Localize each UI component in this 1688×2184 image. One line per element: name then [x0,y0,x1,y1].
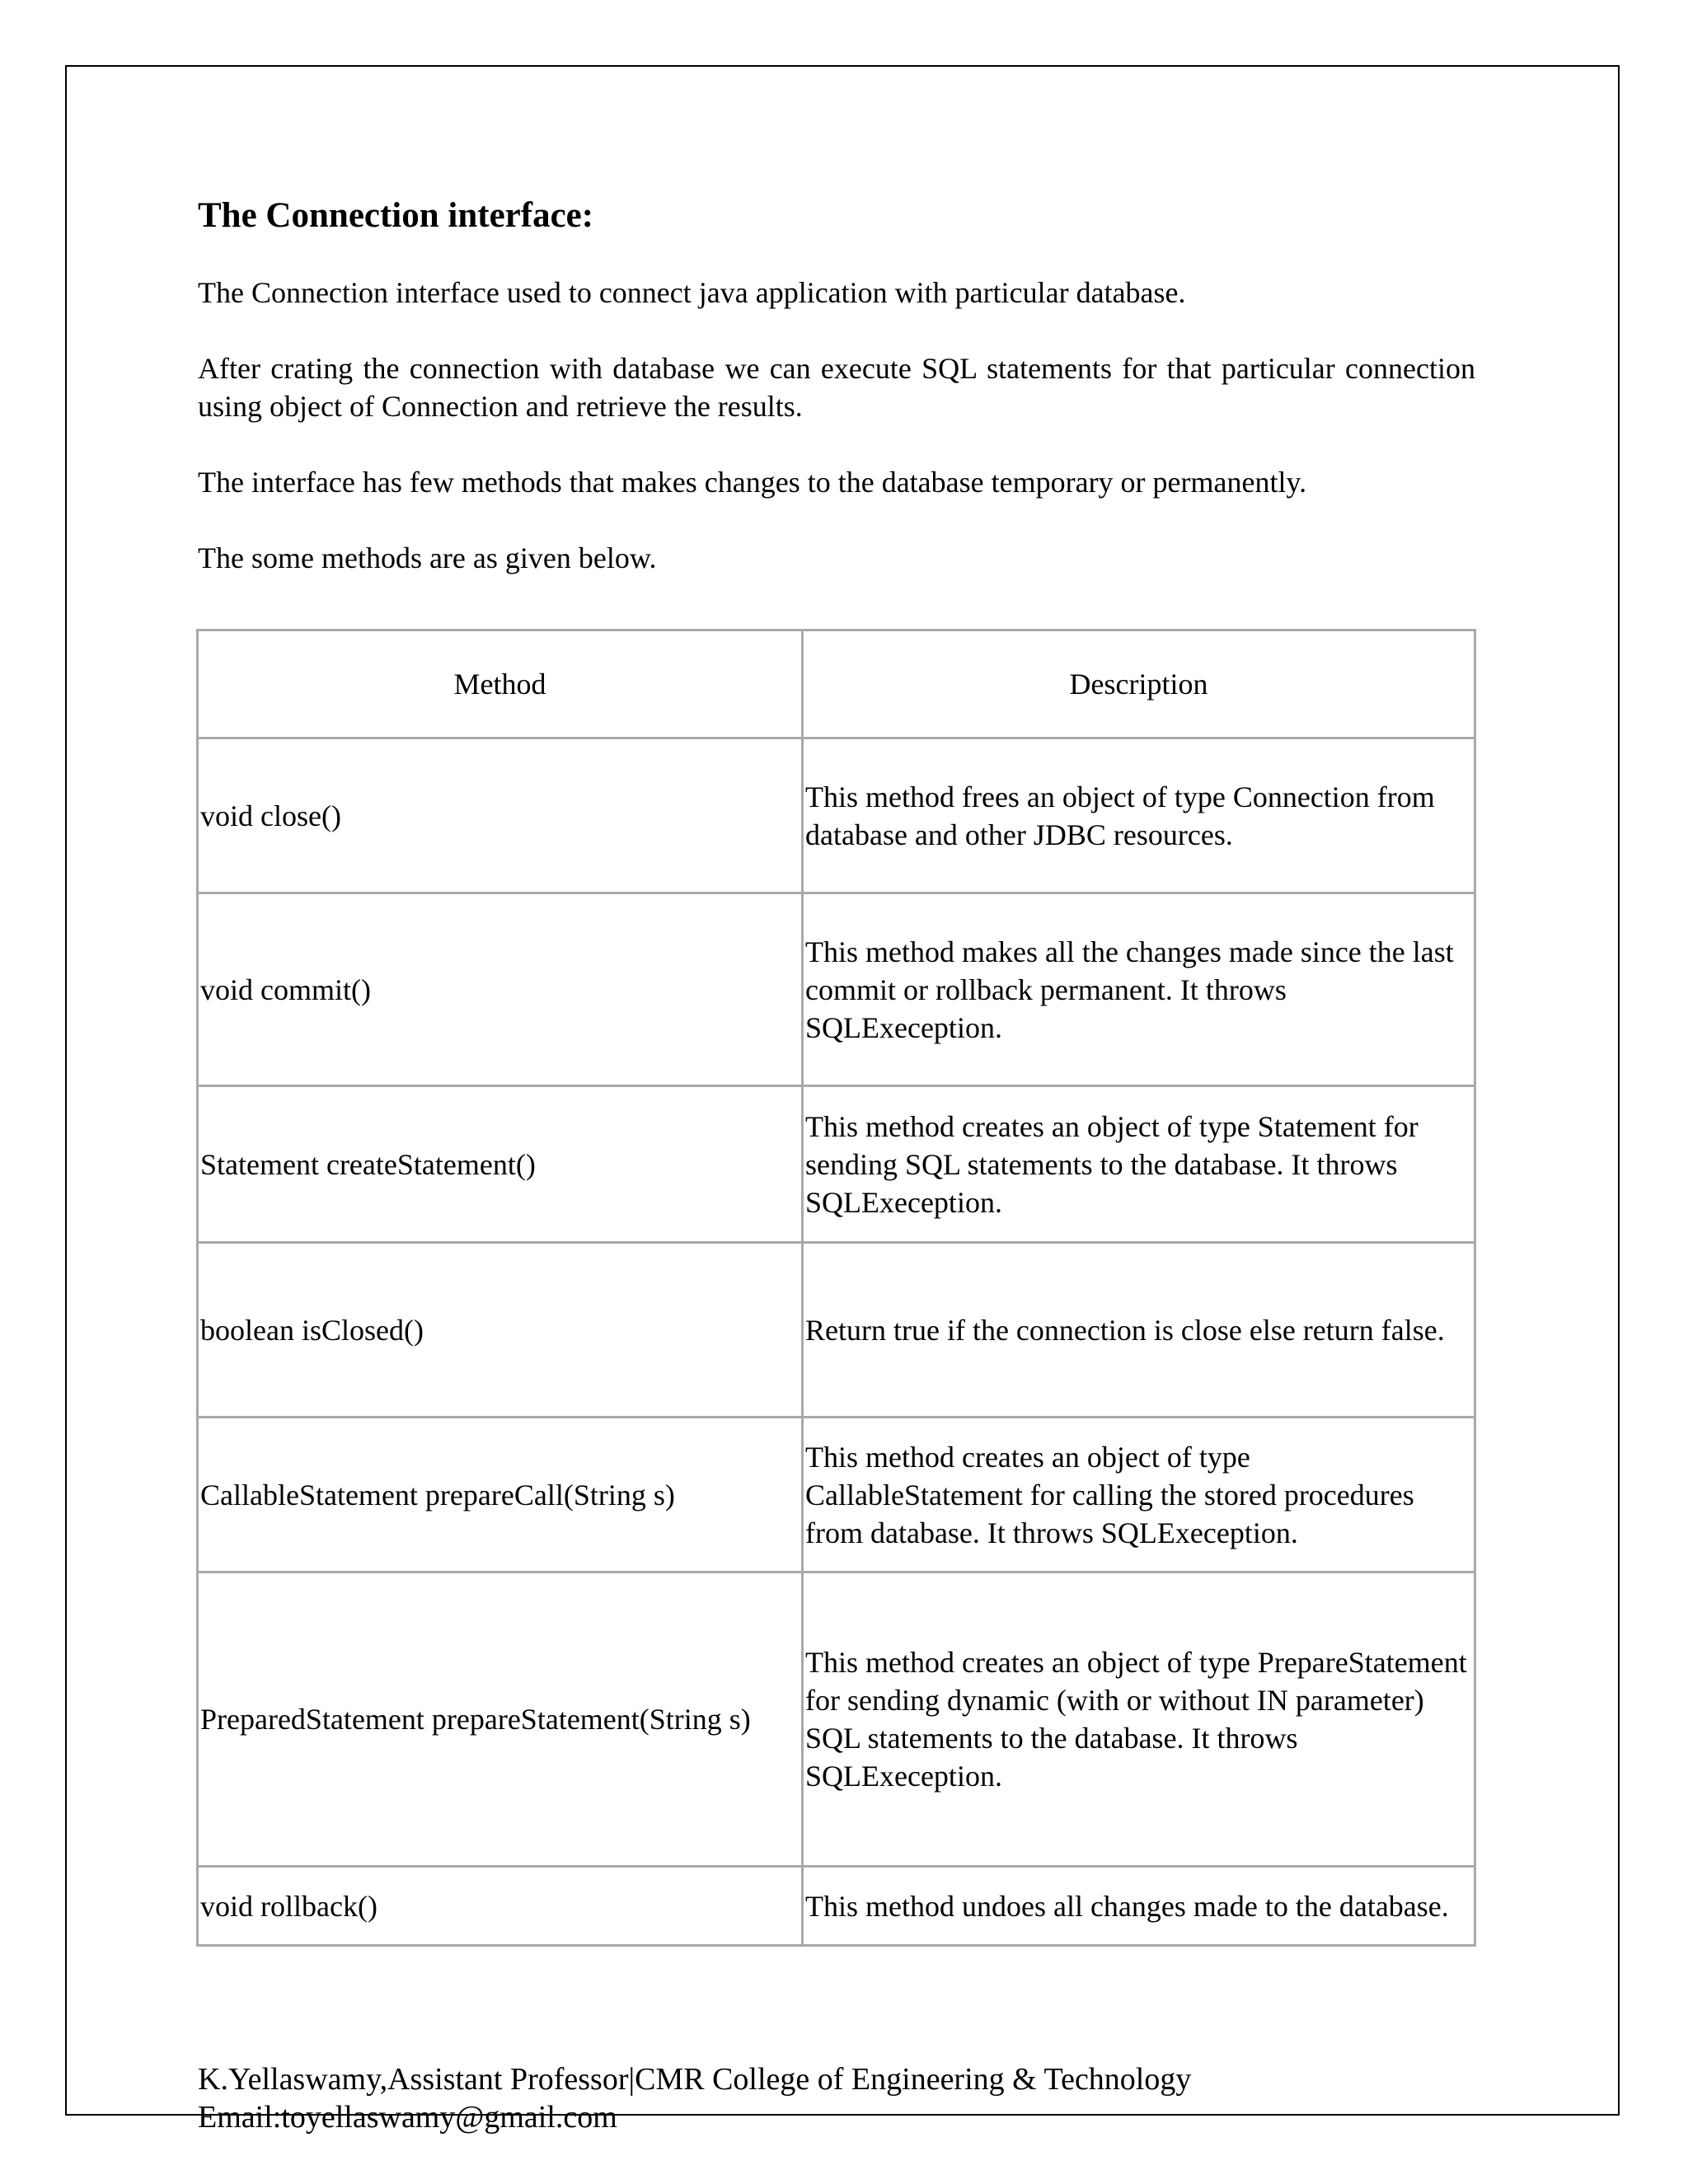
email-line: Email:toyellaswamy@gmail.com [198,2100,617,2135]
table-row [198,1418,1475,1572]
method-cell: CallableStatement prepareCall(String s) [198,1418,803,1572]
method-cell: void close() [198,738,803,893]
methods-intro-paragraph: The some methods are as given below. [198,541,657,574]
method-cell: void commit() [198,893,803,1086]
method-cell: boolean isClosed() [198,1243,803,1418]
methods-summary-paragraph: The interface has few methods that makes changes to the database temporary or permanently. [198,465,1307,499]
table-row [198,1243,1475,1418]
description-cell: This method creates an object of type CallableStatement for calling the stored procedures from database. It throws SQLExeception. [803,1418,1475,1572]
method-cell: Statement createStatement() [198,1086,803,1243]
description-cell: This method frees an object of type Connection from database and other JDBC resources. [803,738,1475,893]
description-cell: This method creates an object of type Statement for sending SQL statements to the database. It throws SQLExeception. [803,1086,1475,1243]
table-row [198,893,1475,1086]
table-row [198,1086,1475,1243]
column-header-method: Method [198,630,803,738]
description-cell: Return true if the connection is close else return false. [803,1243,1475,1418]
method-cell: PreparedStatement prepareStatement(String s) [198,1572,803,1867]
execution-paragraph: After crating the connection with database we can execute SQL statements for that particular connection using object of Connection and retrieve the results. [198,351,1475,423]
method-cell: void rollback() [198,1867,803,1946]
column-header-description: Description [803,630,1475,738]
description-cell: This method makes all the changes made since the last commit or rollback permanent. It throws SQLExeception. [803,893,1475,1086]
document-body [198,194,1475,577]
table-row [198,738,1475,893]
table-header-row [198,630,1475,738]
description-cell: This method undoes all changes made to the database. [803,1867,1475,1946]
methods-table [196,629,1476,1947]
table-row [198,1867,1475,1946]
intro-paragraph: The Connection interface used to connect java application with particular database. [198,275,1186,309]
page-footer [198,2060,1191,2136]
page-title: The Connection interface: [198,196,594,235]
table-row [198,1572,1475,1867]
description-cell: This method creates an object of type PrepareStatement for sending dynamic (with or without IN parameter) SQL statements to the database. It throws SQLExeception. [803,1572,1475,1867]
author-line: K.Yellaswamy,Assistant Professor|CMR College of Engineering & Technology [198,2062,1192,2097]
